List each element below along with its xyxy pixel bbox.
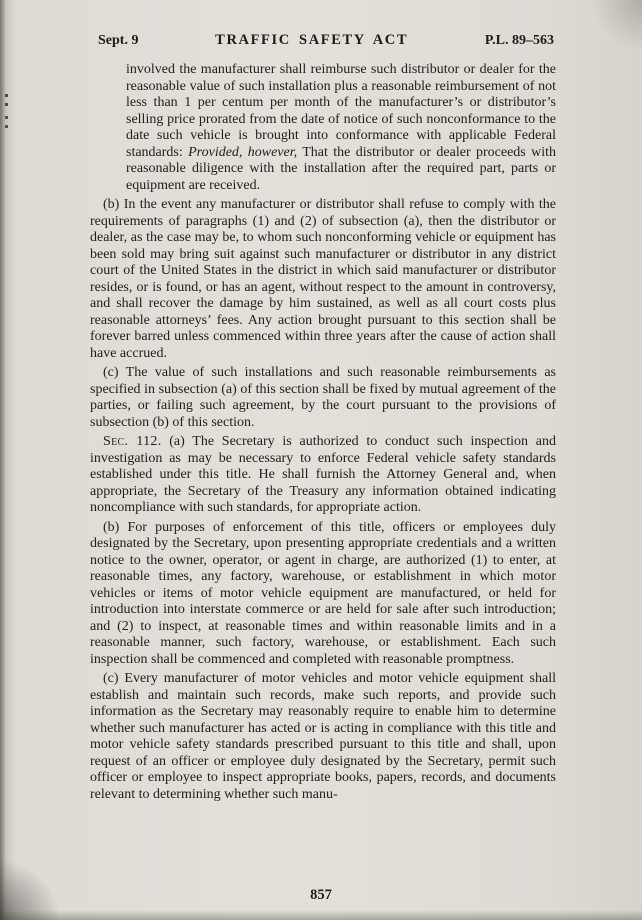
paragraph-sec111-b: (b) In the event any manufacturer or distributor shall refuse to comply with the requirements of paragraphs (1) and (2) of subsection (a), then the distributor or dealer, as the case may be, to whom such nonconforming vehicle or equipment has been sold may bring suit against such manufacturer or distributor in any district court of the United States in the district in which said manufacturer or distributor resides, or is found, or has an agent, without respect to the amount in controversy, and shall recover the damage by him sustained, as well as all court costs plus reasonable attorneys’ fees. Any action brought pursuant to this section shall be forever barred unless commenced within three years after the cause of action shall have accrued.	[90, 197, 556, 361]
header-law-number: P.L. 89–563	[484, 33, 554, 48]
proviso-text-after: That the distributor or dealer proceeds with reasonable diligence with the installation after the required part, parts or equipment are received.	[126, 144, 556, 193]
section-112-label: Sec. 112.	[103, 434, 162, 449]
page-header	[98, 32, 554, 49]
header-date: Sept. 9	[98, 33, 139, 48]
paragraph-sec112-a	[90, 434, 556, 517]
page-body	[90, 62, 556, 806]
proviso-italic-text: Provided, however,	[188, 144, 298, 160]
paragraph-sec111-c: (c) The value of such installations and such reasonable reimbursements as specified in subsection (a) of this section shall be fixed by mutual agreement of the parties, or failing such agreement, by the court pursuant to the provisions of subsection (b) of this section.	[90, 365, 556, 430]
page-title: TRAFFIC SAFETY ACT	[215, 32, 409, 48]
page-number: 857	[310, 887, 332, 903]
paragraph-sec112-b: (b) For purposes of enforcement of this title, officers or employees duly designated by the Secretary, upon presenting appropriate credentials and a written notice to the owner, operator, or agent in charge, are authorized (1) to enter, at reasonable times, any factory, warehouse, or establishment in which motor vehicles or items of motor vehicle equipment are manufactured, or held for introduction into interstate commerce or are held for sale after such introduction; and (2) to inspect, at reasonable times and within reasonable limits and in a reasonable manner, such factory, warehouse, or establishment. Each such inspection shall be commenced and completed with reasonable promptness.	[90, 519, 556, 667]
section-112a-text: (a) The Secretary is authorized to conduct such inspection and investigation as may be necessary to enforce Federal vehicle safety standards established under this title. He shall furnish the Attorney General and, when appropriate, the Secretary of the Treasury any information obtained indicating noncompliance with such standards, for appropriate action.	[90, 434, 556, 515]
proviso-text-before: involved the manufacturer shall reimburse such distributor or dealer for the reasonable value of such installation plus a reasonable reimbursement of not less than 1 per centum per month of the manufacturer’s or distributor’s selling price prorated from the date of notice of such nonconformance to the date such vehicle is brought into conformance with applicable Federal standards:	[126, 62, 556, 160]
scan-edge-marks	[5, 94, 8, 97]
paragraph-proviso	[126, 62, 556, 194]
paragraph-sec112-c: (c) Every manufacturer of motor vehicles and motor vehicle equipment shall establish and maintain such records, make such reports, and provide such information as the Secretary may reasonably require to enable him to determine whether such manufacturer has acted or is acting in compliance with this title and motor vehicle safety standards prescribed pursuant to this title and shall, upon request of an officer or employee duly designated by the Secretary, permit such officer or employee to inspect appropriate books, papers, records, and documents relevant to determining whether such manu-	[90, 671, 556, 802]
